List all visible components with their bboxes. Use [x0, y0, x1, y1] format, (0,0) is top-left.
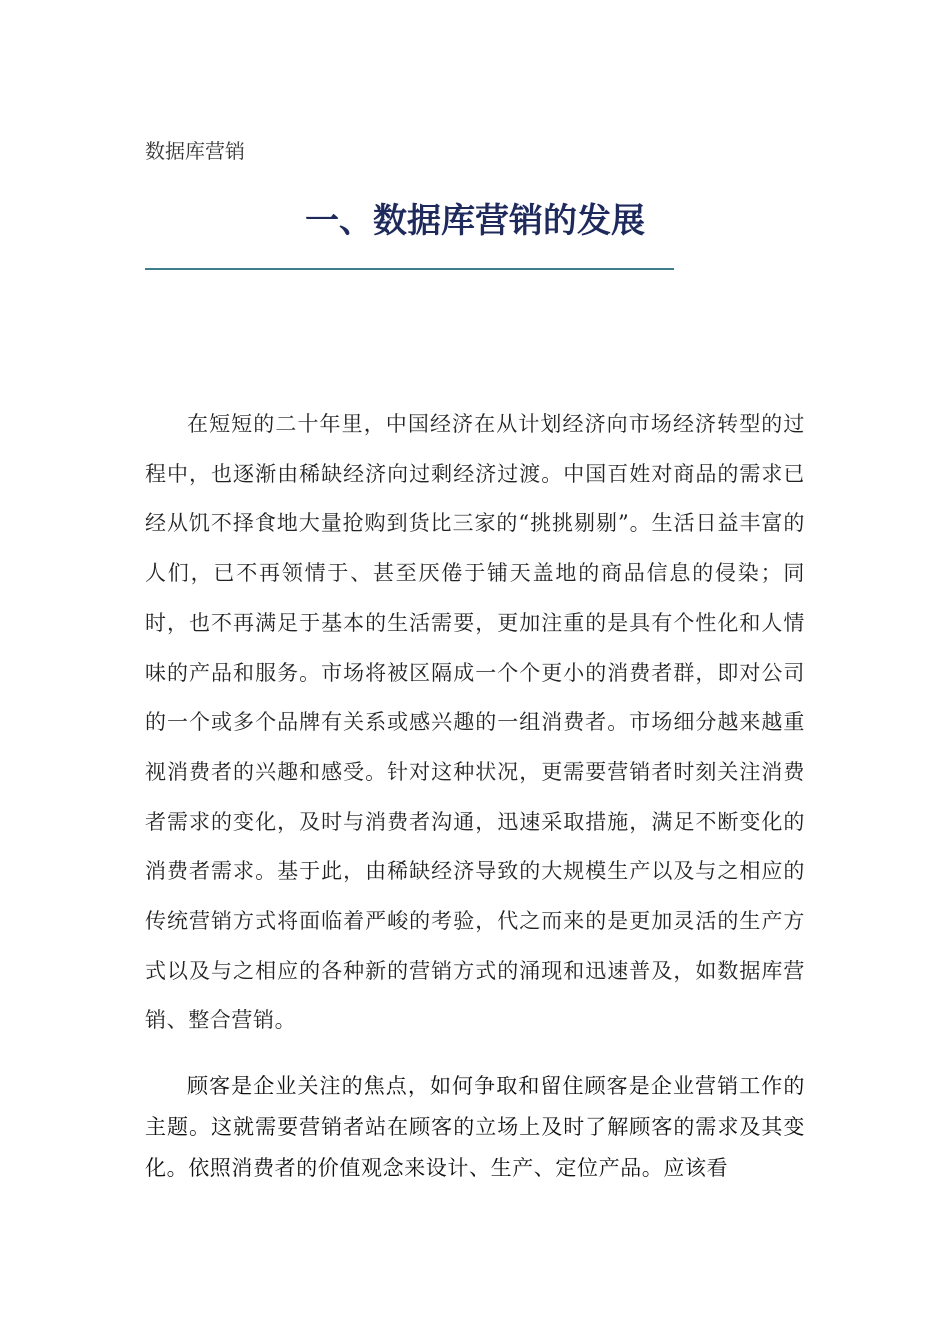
- section-title: 一、数据库营销的发展: [305, 201, 645, 241]
- title-divider: [145, 268, 674, 270]
- body-paragraph-2: 顾客是企业关注的焦点，如何争取和留住顾客是企业营销工作的主题。这就需要营销者站在顾客的立场上及时了解顾客的需求及其变化。依照消费者的价值观念来设计、生产、定位产品。应该看: [145, 1074, 805, 1180]
- running-header: 数据库营销: [145, 139, 245, 163]
- body-paragraph-1: 在短短的二十年里，中国经济在从计划经济向市场经济转型的过程中，也逐渐由稀缺经济向过剩经济过渡。中国百姓对商品的需求已经从饥不择食地大量抢购到货比三家的“挑挑剔剔”。生活日益丰富的人们，已不再领情于、甚至厌倦于铺天盖地的商品信息的侵染；同时，也不再满足于基本的生活需要，更加注重的是具有个性化和人情味的产品和服务。市场将被区隔成一个个更小的消费者群，即对公司的一个或多个品牌有关系或感兴趣的一组消费者。市场细分越来越重视消费者的兴趣和感受。针对这种状况，更需要营销者时刻关注消费者需求的变化，及时与消费者沟通，迅速采取措施，满足不断变化的消费者需求。基于此，由稀缺经济导致的大规模生产以及与之相应的传统营销方式将面临着严峻的考验，代之而来的是更加灵活的生产方式以及与之相应的各种新的营销方式的涌现和迅速普及，如数据库营销、整合营销。: [145, 412, 805, 1033]
